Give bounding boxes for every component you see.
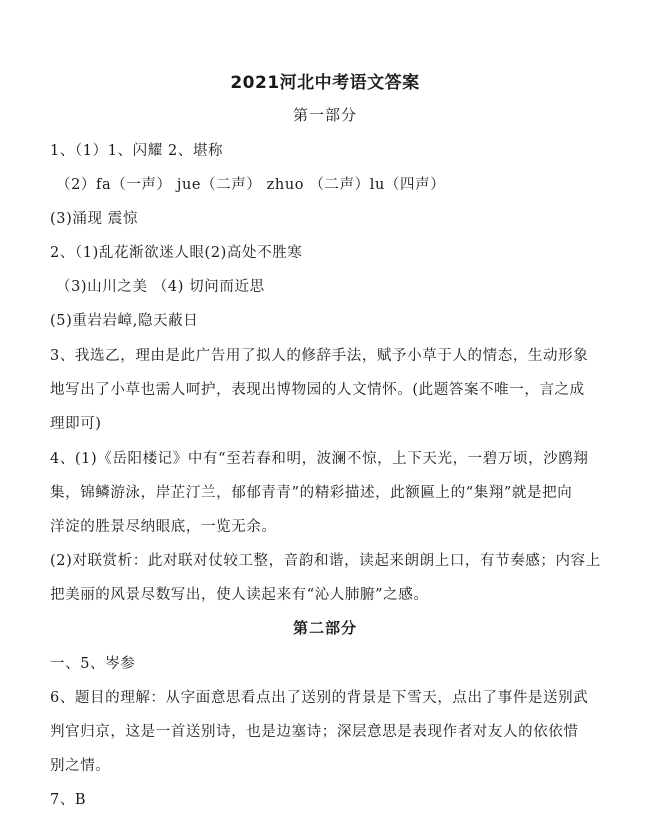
answer-line: 7、B <box>50 792 87 808</box>
answer-line: 6、题目的理解：从字面意思看点出了送别的背景是下雪天，点出了事件是送别武 <box>50 690 589 706</box>
answer-line: （3)山川之美 （4) 切问而近思 <box>56 279 265 295</box>
answer-line: (5)重岩岩嶂,隐天蔽日 <box>50 313 199 329</box>
page-title: 2021河北中考语文答案 <box>230 73 420 93</box>
section-heading-part-1: 第一部分 <box>292 106 357 124</box>
answer-line: (3)涌现 震惊 <box>50 211 138 227</box>
answer-line: 一、5、岑参 <box>50 656 136 672</box>
answer-line: 别之情。 <box>50 758 111 774</box>
answer-line: （2）fa（一声） jue（二声） zhuo （二声）lu（四声） <box>56 177 446 193</box>
answer-line: 地写出了小草也需人呵护，表现出博物园的人文情怀。(此题答案不唯一，言之成 <box>50 382 585 398</box>
answer-line: 理即可) <box>50 416 102 432</box>
answer-line: 1、（1）1、闪耀 2、堪称 <box>50 143 224 159</box>
answer-line: 集，锦鳞游泳，岸芷汀兰，郁郁青青”的精彩描述，此额匾上的“集翔”就是把向 <box>50 485 573 501</box>
answer-line: 判官归京，这是一首送别诗，也是边塞诗；深层意思是表现作者对友人的依依惜 <box>50 724 579 740</box>
answer-line: 4、(1)《岳阳楼记》中有“至若春和明，波澜不惊，上下天光，一碧万顷，沙鸥翔 <box>50 451 589 467</box>
answer-line: 洋淀的胜景尽纳眼底，一览无余。 <box>50 519 277 535</box>
section-heading-part-2: 第二部分 <box>292 619 357 637</box>
answer-line: 3、我选乙，理由是此广告用了拟人的修辞手法，赋予小草于人的情态，生动形象 <box>50 348 589 364</box>
answer-line: (2)对联赏析：此对联对仗较工整，音韵和谐，读起来朗朗上口，有节奏感；内容上 <box>50 553 601 569</box>
answer-line: 把美丽的风景尽数写出，使人读起来有“沁人肺腑”之感。 <box>50 587 429 603</box>
answer-line: 2、（1)乱花渐欲迷人眼(2)高处不胜寒 <box>50 245 303 261</box>
